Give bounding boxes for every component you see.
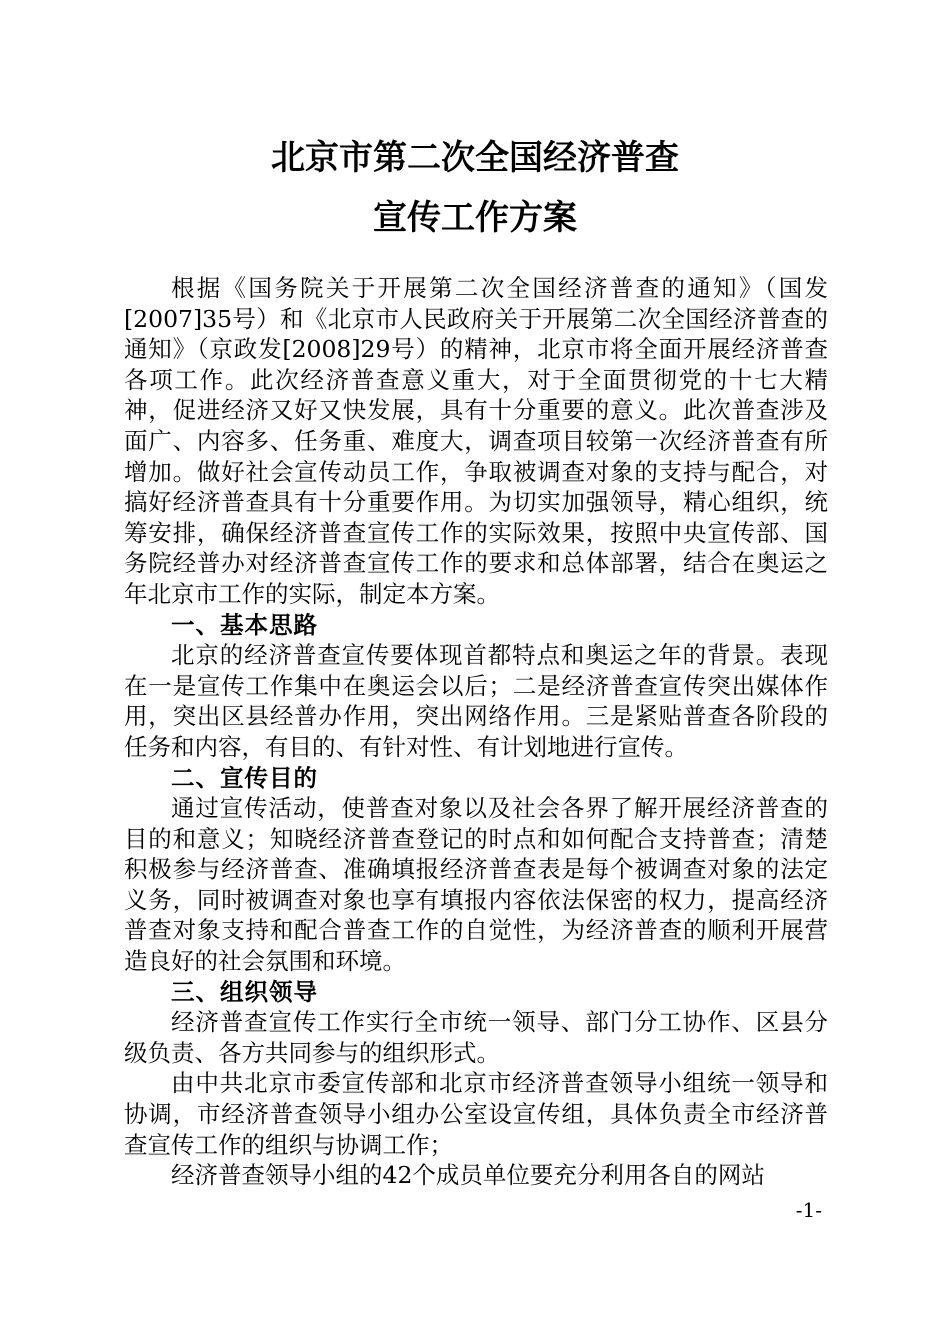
document-body bbox=[124, 273, 828, 1191]
document-title-line2: 宣传工作方案 bbox=[373, 198, 577, 238]
section-heading-basic-approach: 一、基本思路 bbox=[171, 610, 318, 639]
paragraph-organization-leadership: 由中共北京市委宣传部和北京市经济普查领导小组统一领导和协调，市经济普查领导小组办公室设宣传组，具体负责全市经济普查宣传工作的组织与协调工作； bbox=[124, 1069, 828, 1159]
paragraph-organization-form: 经济普查宣传工作实行全市统一领导、部门分工协作、区县分级负责、各方共同参与的组织形式。 bbox=[124, 1008, 828, 1067]
paragraph-purpose: 通过宣传活动，使普查对象以及社会各界了解开展经济普查的目的和意义；知晓经济普查登记的时点和如何配合支持普查；清楚积极参与经济普查、准确填报经济普查表是每个被调查对象的法定义务，同时被调查对象也享有填报内容依法保密的权力，提高经济普查对象支持和配合普查工作的自觉性，为经济普查的顺利开展营造良好的社会氛围和环境。 bbox=[124, 794, 828, 976]
page-number: -1- bbox=[795, 1198, 822, 1222]
paragraph-member-units: 经济普查领导小组的42个成员单位要充分利用各自的网站 bbox=[171, 1161, 765, 1190]
paragraph-basic-approach: 北京的经济普查宣传要体现首都特点和奥运之年的背景。表现在一是宣传工作集中在奥运会以后；二是经济普查宣传突出媒体作用，突出区县经普办作用，突出网络作用。三是紧贴普查各阶段的任务和内容，有目的、有针对性、有计划地进行宣传。 bbox=[124, 641, 828, 761]
document-title-line1: 北京市第二次全国经济普查 bbox=[271, 138, 679, 178]
paragraph-intro: 根据《国务院关于开展第二次全国经济普查的通知》（国发[2007]35号）和《北京市人民政府关于开展第二次全国经济普查的通知》（京政发[2008]29号）的精神，北京市将全面开展经济普查各项工作。此次经济普查意义重大，对于全面贯彻党的十七大精神，促进经济又好又快发展，具有十分重要的意义。此次普查涉及面广、内容多、任务重、难度大，调查项目较第一次经济普查有所增加。做好社会宣传动员工作，争取被调查对象的支持与配合，对搞好经济普查具有十分重要作用。为切实加强领导，精心组织，统筹安排，确保经济普查宣传工作的实际效果，按照中央宣传部、国务院经普办对经济普查宣传工作的要求和总体部署，结合在奥运之年北京市工作的实际，制定本方案。 bbox=[124, 274, 828, 608]
section-heading-purpose: 二、宣传目的 bbox=[171, 763, 318, 792]
section-heading-organization: 三、组织领导 bbox=[171, 977, 318, 1006]
